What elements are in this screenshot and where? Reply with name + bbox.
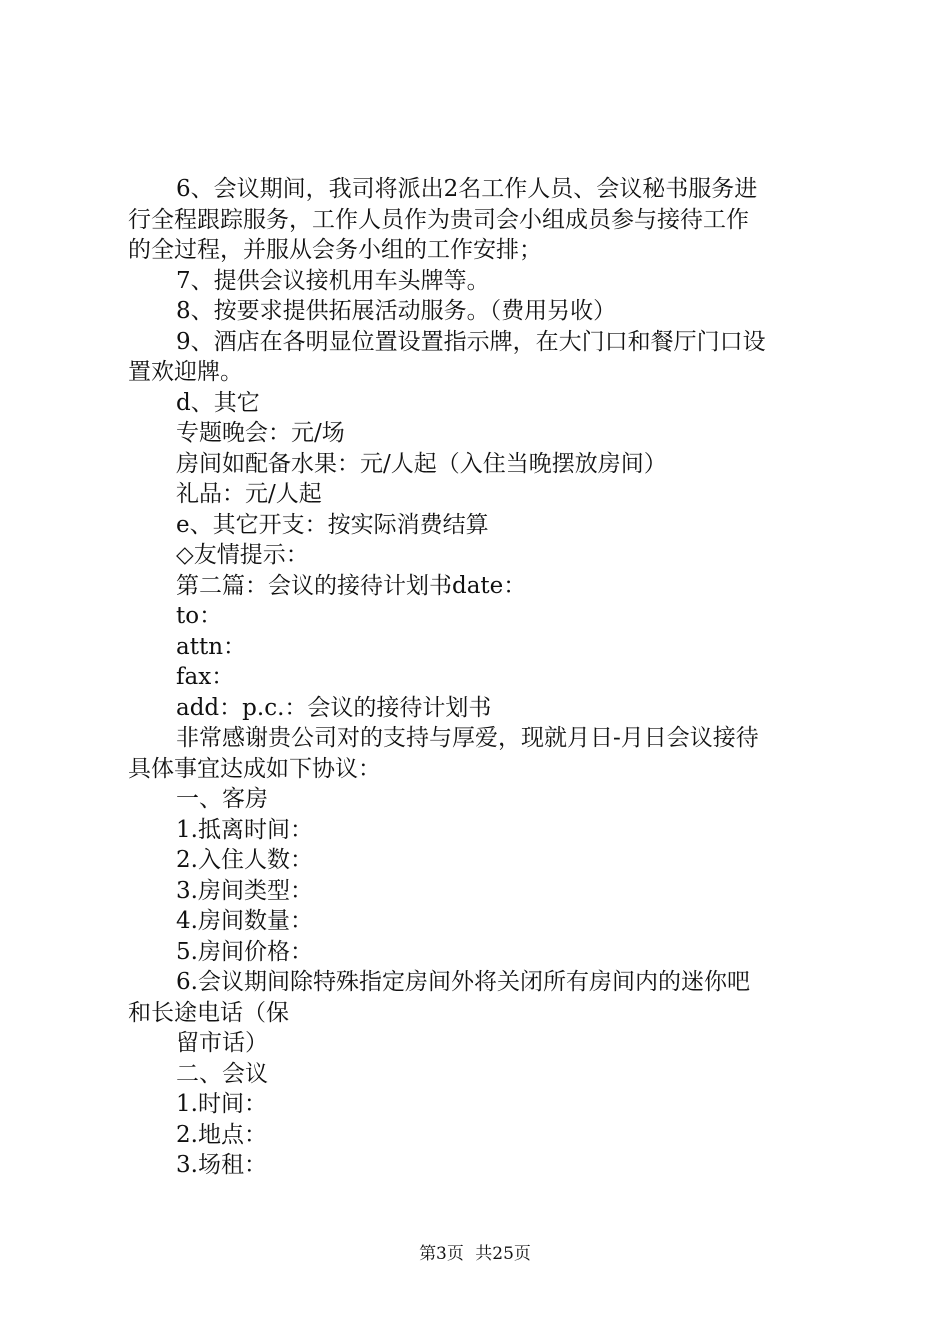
text-line: 5.房间价格： bbox=[176, 938, 313, 965]
text-line: 留市话） bbox=[176, 1030, 268, 1056]
text-line: 具体事宜达成如下协议： bbox=[128, 755, 381, 782]
text-line: 第二篇：会议的接待计划书date： bbox=[176, 572, 527, 599]
text-line: 礼品：元/人起 bbox=[176, 481, 322, 507]
text-line: 3.场租： bbox=[176, 1152, 267, 1178]
text-line: ◇友情提示： bbox=[176, 542, 309, 568]
text-line: 7、提供会议接机用车头牌等。 bbox=[176, 267, 490, 294]
text-line: 非常感谢贵公司对的支持与厚爱，现就月日-月日会议接待 bbox=[176, 725, 759, 751]
text-line: 一、客房 bbox=[176, 786, 268, 812]
text-line: 2.入住人数： bbox=[176, 847, 313, 873]
page-number: 第3页 bbox=[419, 1244, 464, 1264]
text-line: 2.地点： bbox=[176, 1121, 267, 1148]
document-body bbox=[128, 174, 833, 1181]
text-line: 6、会议期间，我司将派出2名工作人员、会议秘书服务进 bbox=[176, 176, 758, 202]
text-line: 6.会议期间除特殊指定房间外将关闭所有房间内的迷你吧 bbox=[176, 969, 750, 995]
text-line: 9、酒店在各明显位置设置指示牌，在大门口和餐厅门口设 bbox=[176, 328, 766, 355]
text-line: 和长途电话（保 bbox=[128, 999, 289, 1026]
text-line: 二、会议 bbox=[176, 1060, 268, 1087]
text-line: 1.时间： bbox=[176, 1091, 267, 1117]
text-line: 4.房间数量： bbox=[176, 908, 313, 934]
page-footer bbox=[0, 1242, 950, 1266]
text-line: add：p.c.：会议的接待计划书 bbox=[176, 694, 492, 721]
text-line: 置欢迎牌。 bbox=[128, 359, 243, 385]
text-line: 行全程跟踪服务，工作人员作为贵司会小组成员参与接待工作 bbox=[128, 206, 749, 233]
page-total: 共25页 bbox=[475, 1244, 531, 1264]
text-line: attn： bbox=[176, 633, 247, 660]
text-line: 专题晚会：元/场 bbox=[176, 420, 345, 446]
text-line: 的全过程，并服从会务小组的工作安排； bbox=[128, 237, 542, 263]
text-line: fax： bbox=[176, 664, 235, 690]
text-line: e、其它开支：按实际消费结算 bbox=[176, 511, 489, 538]
text-line: to： bbox=[176, 603, 223, 629]
text-line: 1.抵离时间： bbox=[176, 816, 313, 843]
text-line: d、其它 bbox=[176, 389, 260, 416]
text-line: 房间如配备水果：元/人起（入住当晚摆放房间） bbox=[176, 450, 667, 477]
text-line: 8、按要求提供拓展活动服务。（费用另收） bbox=[176, 298, 617, 324]
text-line: 3.房间类型： bbox=[176, 877, 313, 904]
